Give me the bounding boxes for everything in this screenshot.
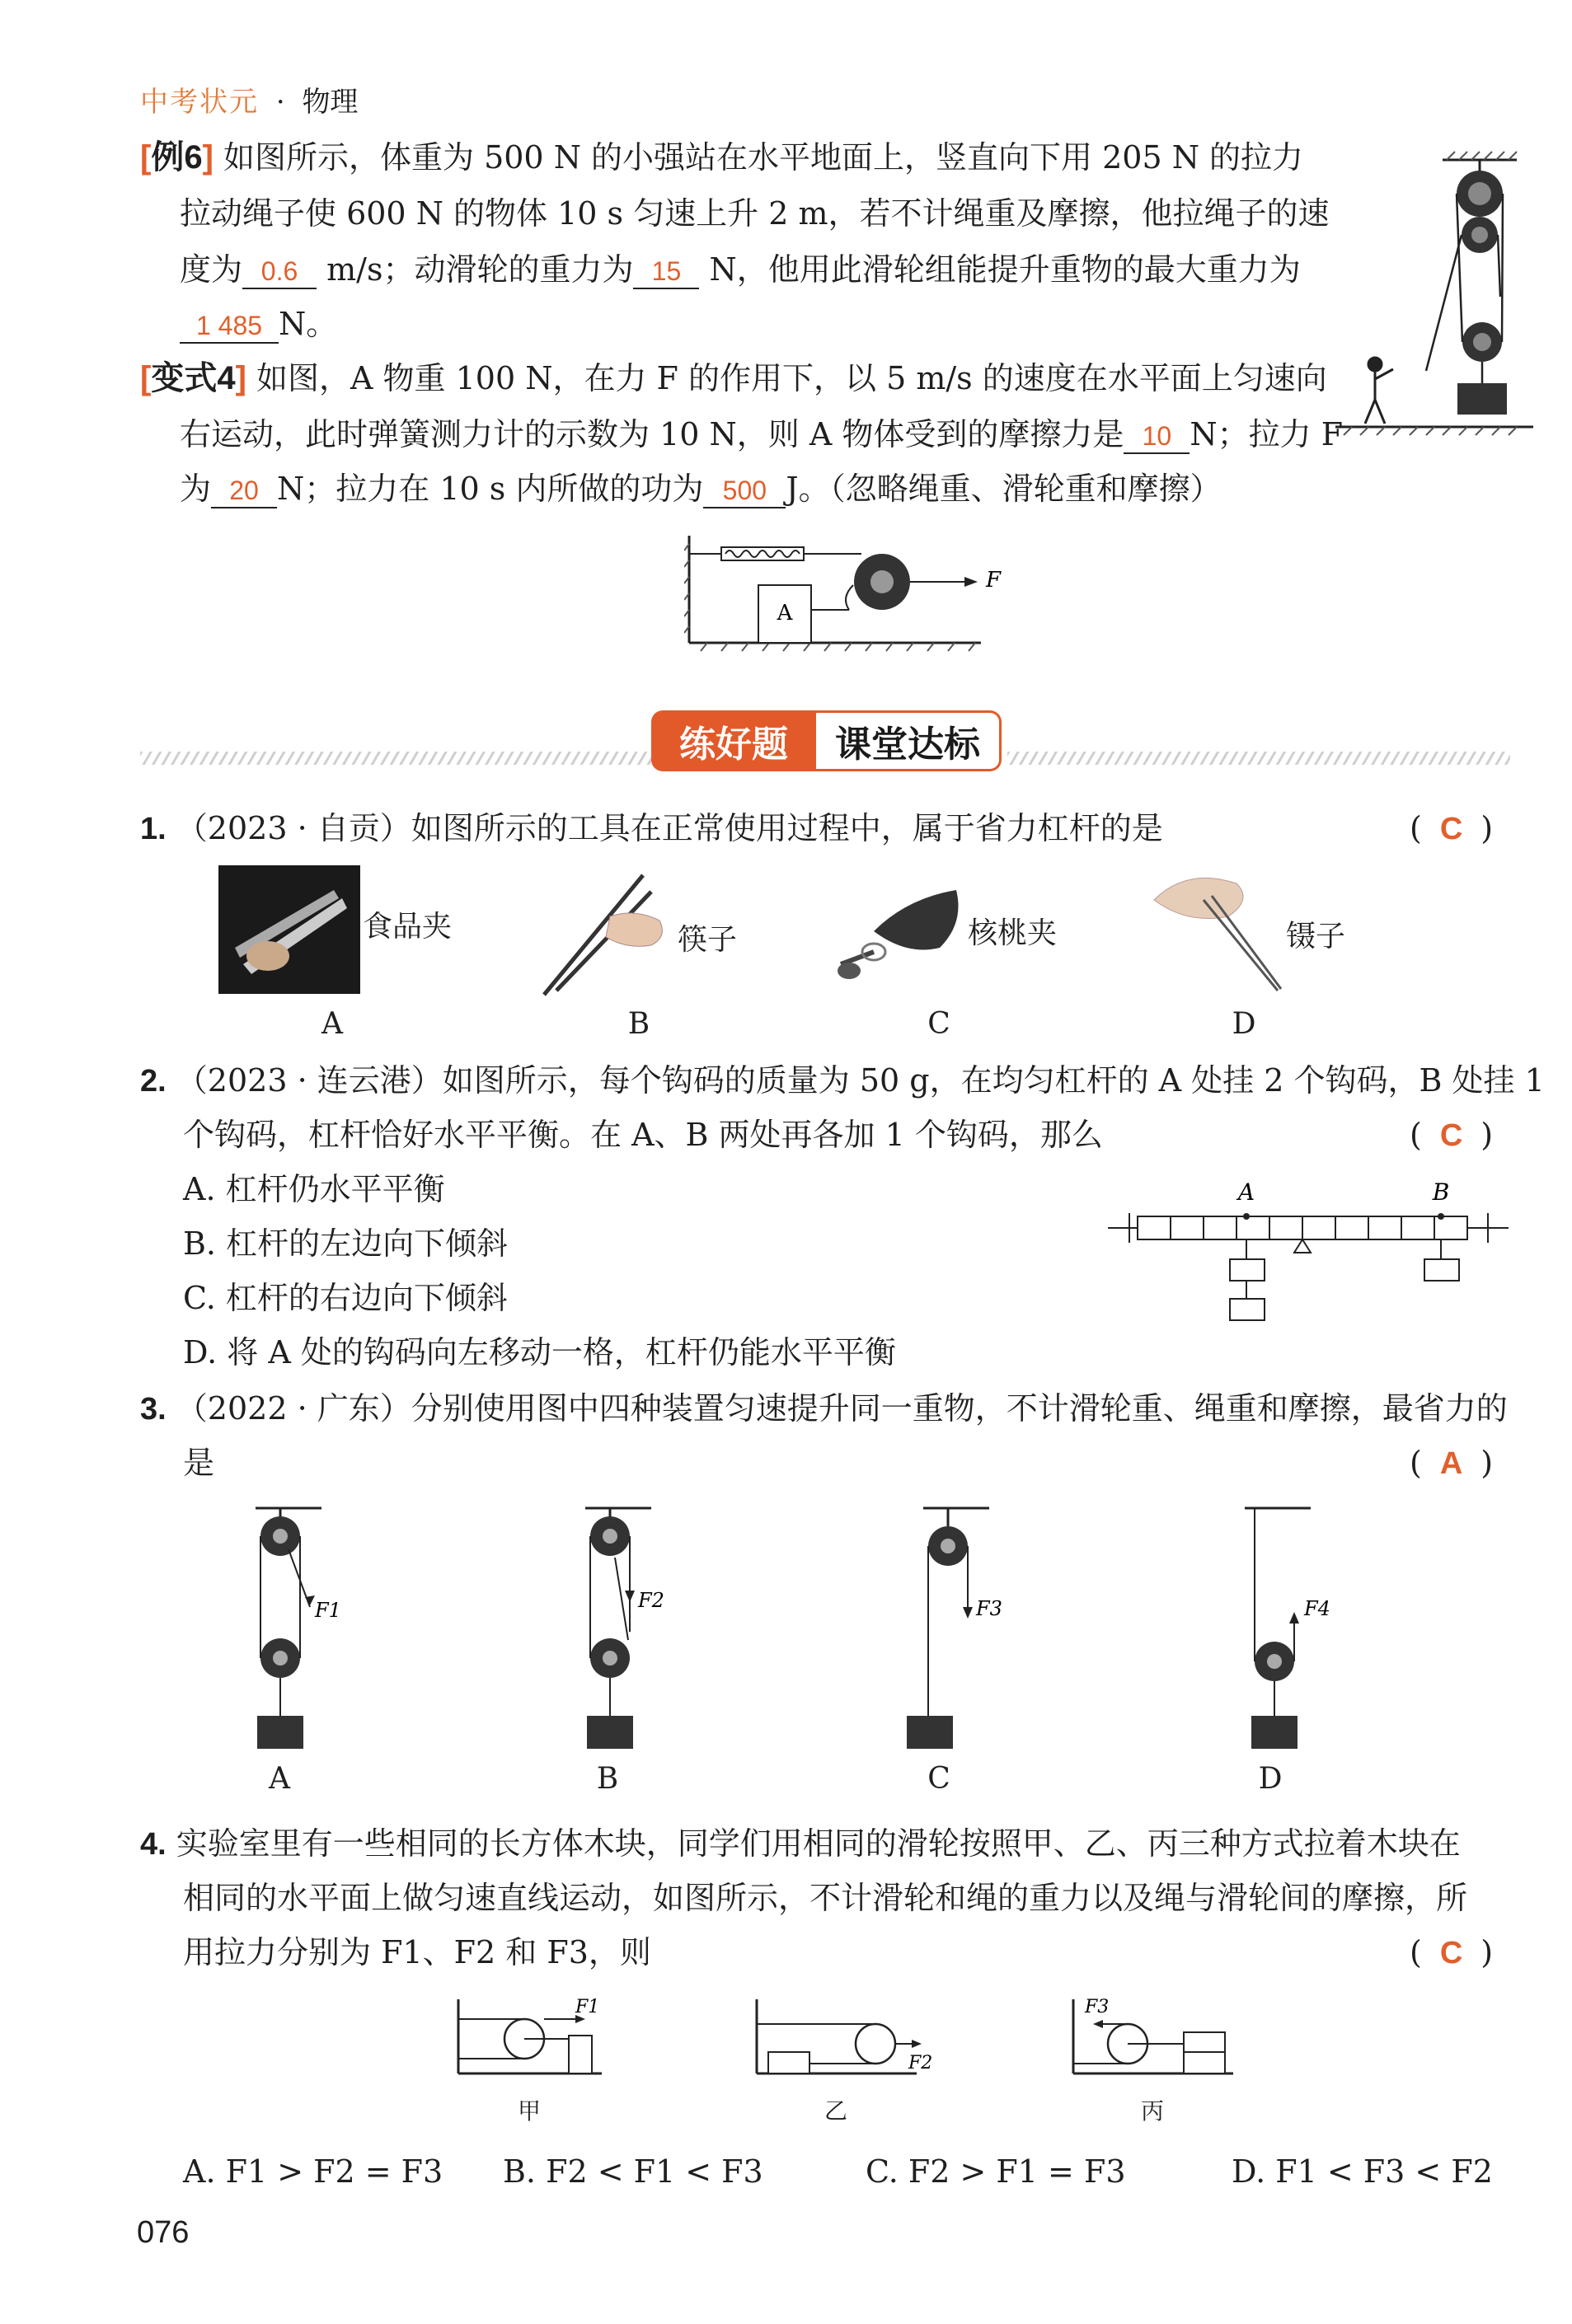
example6-line2: 拉动绳子使 600 N 的物体 10 s 匀速上升 2 m，若不计绳重及摩擦，他拉绳子的速 <box>180 195 1330 232</box>
food-tongs-icon <box>218 865 360 994</box>
q4-option-B: B. F2 < F1 < F3 <box>503 2153 763 2190</box>
force-F4: F4 <box>1304 1597 1330 1620</box>
q3-line2: 是 <box>183 1445 215 1481</box>
q4-answer: ( C ) <box>1410 1934 1494 1970</box>
example6-tag: [例6] <box>140 139 214 176</box>
q4-option-C: C. F2 > F1 = F3 <box>866 2153 1126 2190</box>
food-tongs-photo <box>218 865 360 994</box>
force-jia-F1: F1 <box>575 1997 600 2017</box>
pulley-figure-bing <box>1068 1994 1250 2093</box>
force-F3: F3 <box>976 1597 1002 1620</box>
q4-option-A: A. F1 > F2 = F3 <box>183 2153 443 2190</box>
fig-label-bing: 丙 <box>1141 2097 1165 2125</box>
q2-answer: ( C ) <box>1410 1117 1494 1153</box>
pulley-setup-D <box>1228 1500 1352 1772</box>
example6-line3: 度为 0.6 m/s；动滑轮的重力为 15 N，他用此滑轮组能提升重物的最大重力为 <box>180 251 1301 288</box>
pulley-setup-B <box>569 1500 692 1772</box>
variant4-tag: [变式4] <box>140 360 246 396</box>
pulley-setup-A <box>239 1500 363 1772</box>
pulley-figure-yi <box>752 1994 933 2093</box>
tool-name-tweezers: 镊子 <box>1286 920 1346 953</box>
q3-label-C: C <box>927 1762 950 1796</box>
variant4-line2: 右运动，此时弹簧测力计的示数为 10 N，则 A 物体受到的摩擦力是 10 N；拉力 F <box>180 416 1344 452</box>
banner-practice: 练好题 <box>651 710 816 771</box>
tool-name-nutcracker: 核桃夹 <box>968 916 1058 950</box>
fig-label-jia: 甲 <box>518 2097 542 2125</box>
tool-label-C: C <box>927 1007 950 1041</box>
lever-point-B: B <box>1432 1178 1450 1206</box>
example6-answer2: 15 <box>633 255 699 289</box>
q2-option-A: A. 杠杆仍水平平衡 <box>183 1171 445 1207</box>
force-F1: F1 <box>315 1599 341 1622</box>
example6-answer3: 1 485 <box>180 309 279 344</box>
banner-class-target: 课堂达标 <box>816 710 1002 771</box>
page-number: 076 <box>137 2215 190 2250</box>
q2-line2: 个钩码，杠杆恰好水平平衡。在 A、B 两处再各加 1 个钩码，那么 <box>183 1117 1103 1153</box>
lever-point-A: A <box>1237 1178 1255 1206</box>
force-F2: F2 <box>638 1589 664 1612</box>
q4-option-D: D. F1 < F3 < F2 <box>1232 2153 1493 2190</box>
spring-pulley-figure <box>684 527 1014 659</box>
lever-figure <box>1105 1177 1517 1333</box>
variant4-answer2: 20 <box>211 474 277 508</box>
q2-option-C: C. 杠杆的右边向下倾斜 <box>183 1280 508 1316</box>
q2-line1: 2. （2023 · 连云港）如图所示，每个钩码的质量为 50 g，在均匀杠杆的 A 处挂 2 个钩码，B 处挂 1 <box>140 1062 1545 1099</box>
variant4-answer3: 500 <box>703 474 786 508</box>
nutcracker-icon <box>824 874 964 989</box>
pulley-figure-jia <box>453 1994 618 2093</box>
q4-line3: 用拉力分别为 F1、F2 和 F3，则 <box>183 1934 651 1970</box>
brand-logo: 中考状元 <box>140 87 259 118</box>
variant4-line3: 为 20 N；拉力在 10 s 内所做的功为 500 J。（忽略绳重、滑轮重和摩擦） <box>180 471 1222 507</box>
fig-label-yi: 乙 <box>824 2097 848 2125</box>
q3-answer: ( A ) <box>1410 1445 1494 1481</box>
tool-label-B: B <box>627 1007 650 1041</box>
example6-line4: 1 485 N。 <box>180 297 337 351</box>
pulley-system-figure <box>1335 148 1533 453</box>
block-A-label: A <box>777 601 793 626</box>
q3-label-B: B <box>596 1762 619 1796</box>
q3-line1: 3. （2022 · 广东）分别使用图中四种装置匀速提升同一重物，不计滑轮重、绳重和摩擦，最省力的 <box>140 1390 1508 1427</box>
q3-label-A: A <box>269 1762 290 1796</box>
force-yi-F2: F2 <box>908 2053 933 2073</box>
q4-line2: 相同的水平面上做匀速直线运动，如图所示，不计滑轮和绳的重力以及绳与滑轮间的摩擦，所 <box>183 1880 1468 1916</box>
q2-option-D: D. 将 A 处的钩码向左移动一格，杠杆仍能水平平衡 <box>183 1334 896 1371</box>
q1-text: 1. （2023 · 自贡）如图所示的工具在正常使用过程中，属于省力杠杆的是 <box>140 810 1163 846</box>
example6-answer1: 0.6 <box>242 255 317 289</box>
variant4-answer1: 10 <box>1124 419 1190 454</box>
header-dot: · <box>275 86 285 119</box>
banner-stripe-right <box>1007 752 1510 765</box>
q2-option-B: B. 杠杆的左边向下倾斜 <box>183 1225 509 1262</box>
tool-label-A: A <box>321 1007 343 1041</box>
banner-stripe-left <box>140 752 651 765</box>
tweezers-icon <box>1146 867 1286 999</box>
tool-name-chopsticks: 筷子 <box>678 923 738 957</box>
header-subject: 物理 <box>302 86 359 119</box>
example6-line1: [例6] 如图所示，体重为 500 N 的小强站在水平地面上，竖直向下用 205 N 的拉力 <box>140 139 1304 176</box>
q3-label-D: D <box>1258 1762 1283 1796</box>
page-header <box>140 79 358 119</box>
q4-line1: 4. 实验室里有一些相同的长方体木块，同学们用相同的滑轮按照甲、乙、丙三种方式拉着木块在 <box>140 1825 1461 1862</box>
force-F-label: F <box>986 568 1002 593</box>
force-bing-F3: F3 <box>1085 1997 1110 2017</box>
q1-answer: ( C ) <box>1410 810 1494 846</box>
variant4-line1: [变式4] 如图，A 物重 100 N，在力 F 的作用下，以 5 m/s 的速度在水平面上匀速向 <box>140 360 1327 396</box>
tool-label-D: D <box>1232 1007 1256 1041</box>
tool-name-food-tongs: 食品夹 <box>363 910 453 944</box>
chopsticks-icon <box>536 867 676 999</box>
pulley-setup-C <box>899 1500 1022 1772</box>
